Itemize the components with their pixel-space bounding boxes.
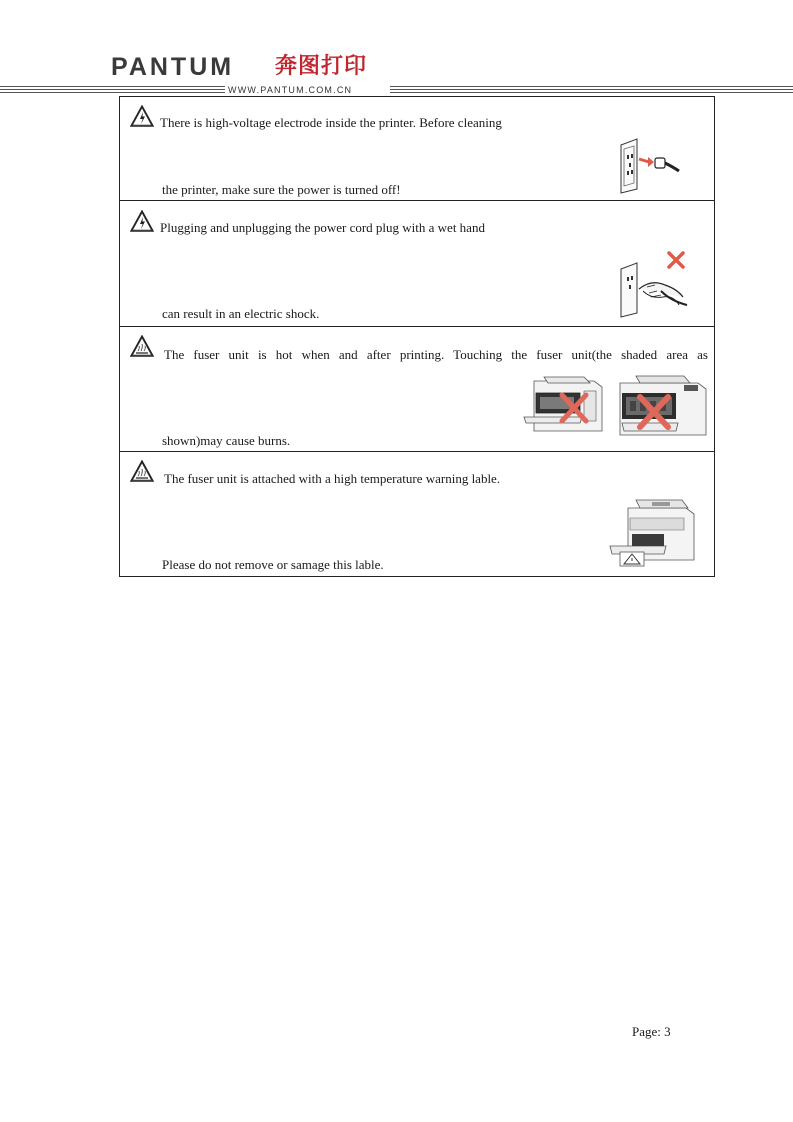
header-rule-right [390,89,793,90]
header-rule-left [0,89,225,90]
electric-hazard-icon [130,210,154,232]
header-rule-left [0,86,225,87]
page-header [0,0,793,100]
wet-hand-plug-illustration [617,251,691,321]
warning-row [120,452,714,576]
warning-row [120,97,714,201]
warning-row [120,201,714,327]
website-url: WWW.PANTUM.COM.CN [228,85,353,95]
warning-text-line2: Please do not remove or samage this lable. [162,557,384,572]
safety-warnings-table [119,96,715,577]
brand-logo-chinese: 奔图打印 [275,54,368,79]
warning-text-line1: The fuser unit is attached with a high temperature warning lable. [164,471,501,486]
header-rule-right [390,92,793,93]
warning-text-line1: Plugging and unplugging the power cord plug with a wet hand [160,220,485,235]
fuser-unit-illustration [522,373,606,439]
warning-text-line2: can result in an electric shock. [162,306,320,321]
electric-hazard-icon [130,105,154,127]
warning-text-line1: There is high-voltage electrode inside the printer. Before cleaning [160,115,502,130]
fuser-unit-illustration [612,373,712,441]
warning-label-illustration [606,496,698,568]
brand-logo: PANTUM [111,53,235,81]
header-rule-right [390,86,793,87]
warning-text-line2: the printer, make sure the power is turned off! [162,182,401,197]
warning-row [120,327,714,452]
page-number: Page: 3 [632,1024,671,1039]
header-rule-left [0,92,225,93]
warning-text-line1: The fuser unit is hot when and after printing. Touching the fuser unit(the shaded area as [164,347,708,362]
warning-text-line2: shown)may cause burns. [162,433,291,448]
hot-surface-icon [130,335,154,357]
hot-surface-icon [130,460,154,482]
unplug-power-cord-illustration [617,137,683,195]
